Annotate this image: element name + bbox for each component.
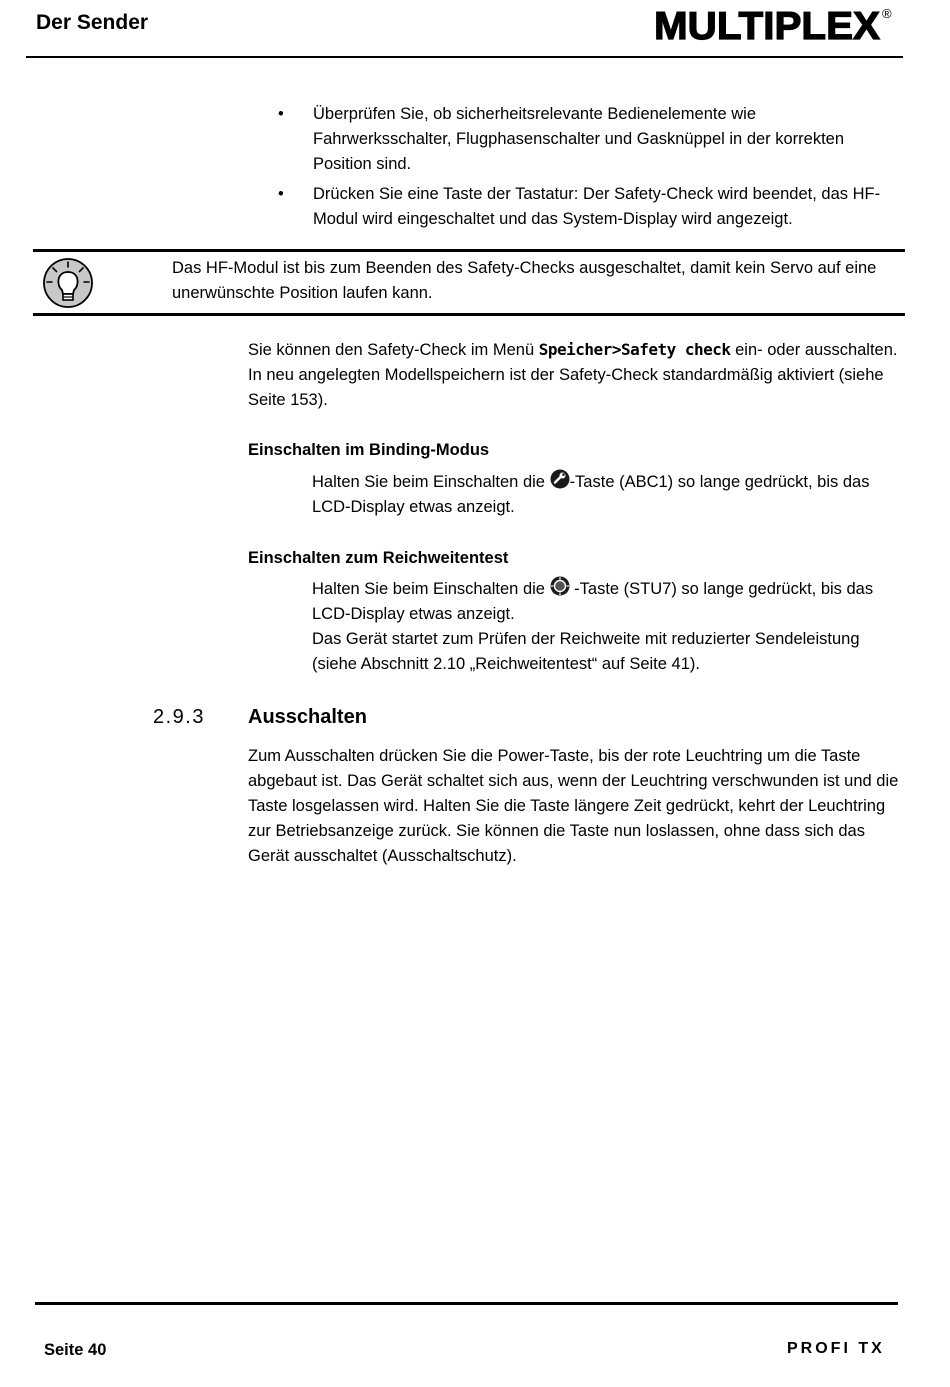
gear-key-icon [550,576,570,596]
note-text: Das HF-Modul ist bis zum Beenden des Safety-Checks ausgeschaltet, damit kein Servo auf eine unerwünschte Position laufen kann. [172,259,877,302]
paragraph-text: ein- oder ausschalten. In neu angelegten Modellspeichern ist der Safety-Check standardmäßig aktiviert (siehe Seite 153). [248,341,898,409]
bullet-text: Drücken Sie eine Taste der Tastatur: Der Safety-Check wird beendet, das HF-Modul wird eingeschaltet und das System-Display wird angezeigt. [313,185,881,228]
list-item [278,102,898,177]
wrench-key-icon [550,469,570,489]
paragraph-text: Sie können den Safety-Check im Menü [248,341,539,359]
note-top-rule [33,249,905,252]
note-bottom-rule [33,313,905,316]
list-item [278,182,898,232]
footer-rule [35,1302,898,1305]
logo-text: MULTIPLEX [654,5,880,44]
paragraph-text: -Taste (ABC1) so lange gedrückt, bis das LCD-Display etwas anzeigt. [312,473,870,516]
bullet-dot: • [278,185,284,203]
paragraph-text: Das Gerät startet zum Prüfen der Reichweite mit reduzierter Sendeleistung (siehe Abschnitt 2.10 „Reichweitentest“ auf Seite 41). [312,630,860,673]
lightbulb-icon [42,257,94,309]
logo-registered-mark: ® [882,6,892,21]
safety-check-paragraph [248,337,903,413]
paragraph-text: -Taste (STU7) so lange gedrückt, bis das LCD-Display etwas anzeigt. [312,580,874,623]
menu-path: Speicher>Safety check [538,340,731,359]
section-body: Zum Ausschalten drücken Sie die Power-Taste, bis der rote Leuchtring um die Taste abgebaut ist. Das Gerät schaltet sich aus, wenn der Leuchtring verschwunden ist und die Taste losgelassen wird. Halten Sie die Taste längere Zeit gedrückt, kehrt der Leuchtring zur Betriebsanzeige zurück. Sie können die Taste nun loslassen, ohne dass sich das Gerät ausschaltet (Ausschaltschutz). [248,747,899,865]
paragraph-text: Halten Sie beim Einschalten die [312,473,550,491]
header-rule [26,56,903,58]
page-number: Seite 40 [44,1341,107,1359]
range-test-paragraph [312,576,904,677]
binding-paragraph [312,469,904,520]
multiplex-logo [652,4,900,44]
section-title: Ausschalten [248,706,367,728]
bullet-list [278,102,898,237]
range-test-heading: Einschalten zum Reichweitentest [248,549,509,567]
bullet-dot: • [278,105,284,123]
product-name: PROFI TX [787,1340,885,1357]
bullet-text: Überprüfen Sie, ob sicherheitsrelevante Bedienelemente wie Fahrwerksschalter, Flugphasenschalter und Gasknüppel in der korrekten Position sind. [313,105,845,173]
page-header-title: Der Sender [36,11,149,34]
binding-heading: Einschalten im Binding-Modus [248,441,490,459]
paragraph-text: Halten Sie beim Einschalten die [312,580,550,598]
section-number: 2.9.3 [153,706,205,728]
